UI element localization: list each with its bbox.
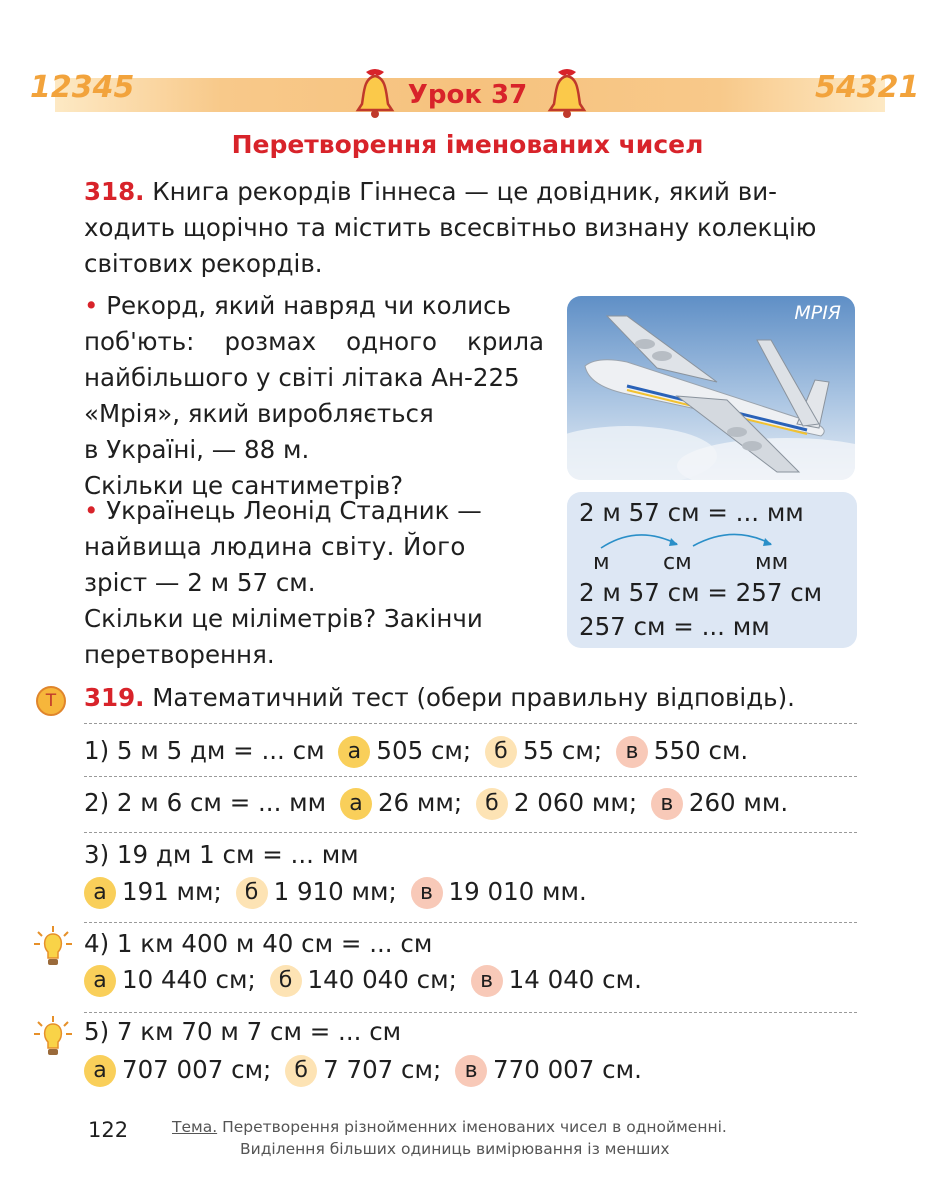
unit-cm: см: [663, 550, 692, 575]
test-question-1: [84, 733, 748, 769]
paragraph-line: поб'ють: розмах одного крила: [84, 327, 544, 356]
answer-a: 26 мм;: [377, 788, 463, 817]
option-v-badge: в: [616, 736, 648, 768]
answer-v: 260 мм.: [688, 788, 789, 817]
question-text: 1) 5 м 5 дм = ... см: [84, 736, 325, 765]
test-answers-3: [84, 874, 587, 910]
answer-b: 140 040 см;: [307, 965, 457, 994]
option-v-badge: в: [471, 965, 503, 997]
paragraph-line: Скільки це міліметрів? Закінчи: [84, 604, 483, 633]
intro-line: ходить щорічно та містить всесвітньо визнану колекцію: [84, 213, 817, 242]
option-a-badge: а: [338, 736, 370, 768]
test-question-4: [84, 926, 432, 962]
lightbulb-icon: [32, 1014, 74, 1062]
paragraph-line: найбільшого у світі літака Ан-225: [84, 363, 520, 392]
option-b-badge: б: [270, 965, 302, 997]
answer-v: 770 007 см.: [493, 1055, 642, 1084]
intro-line: Книга рекордів Гіннеса — це довідник, який ви-: [152, 177, 777, 206]
test-badge: Т: [36, 686, 66, 716]
answer-v: 19 010 мм.: [448, 877, 587, 906]
option-v-badge: в: [455, 1055, 487, 1087]
lesson-title: Урок 37: [407, 80, 528, 110]
divider: [84, 1012, 857, 1013]
answer-a: 191 мм;: [122, 877, 222, 906]
test-question-3: [84, 837, 359, 873]
option-b-badge: б: [285, 1055, 317, 1087]
left-digits-decoration: 12345: [30, 70, 135, 105]
paragraph-line: Українець Леонід Стадник —: [106, 496, 482, 525]
test-answers-4: [84, 962, 642, 998]
divider: [84, 776, 857, 777]
paragraph-line: перетворення.: [84, 640, 275, 669]
option-a-badge: а: [340, 788, 372, 820]
paragraph-line: в Україні, — 88 м.: [84, 435, 310, 464]
option-a-badge: а: [84, 877, 116, 909]
test-answers-5: [84, 1052, 642, 1088]
bullet: •: [84, 291, 99, 320]
paragraph-line: Рекорд, який навряд чи колись: [106, 291, 512, 320]
stadnyk-paragraph: [84, 493, 544, 673]
conversion-box: [567, 492, 857, 648]
tema-line: Перетворення різнойменних іменованих чисел в однойменні.: [222, 1118, 727, 1136]
answer-b: 55 см;: [522, 736, 603, 765]
paragraph-line: Скільки це сантиметрів?: [84, 471, 404, 500]
option-a-badge: а: [84, 965, 116, 997]
arrow-icon: [597, 528, 787, 552]
bullet: •: [84, 496, 99, 525]
lightbulb-icon: [32, 924, 74, 972]
conversion-line: 2 м 57 см = ... мм: [579, 498, 804, 527]
question-text: 4) 1 км 400 м 40 см = ... см: [84, 929, 433, 958]
option-b-badge: б: [476, 788, 508, 820]
conversion-line: 2 м 57 см = 257 см: [579, 578, 823, 607]
divider: [84, 723, 857, 724]
paragraph-line: «Мрія», який виробляється: [84, 399, 434, 428]
answer-b: 1 910 мм;: [273, 877, 397, 906]
unit-m: м: [593, 550, 610, 575]
option-v-badge: в: [651, 788, 683, 820]
task-number: 319.: [84, 683, 145, 712]
answer-a: 505 см;: [376, 736, 472, 765]
divider: [84, 832, 857, 833]
answer-a: 10 440 см;: [122, 965, 256, 994]
test-question-2: [84, 785, 788, 821]
photo-label: МРІЯ: [794, 302, 841, 324]
tema-line: Виділення більших одиниць вимірювання із менших: [240, 1140, 670, 1158]
tema-label: Тема.: [172, 1118, 218, 1136]
record-paragraph: [84, 288, 544, 504]
answer-b: 2 060 мм;: [513, 788, 638, 817]
option-b-badge: б: [485, 736, 517, 768]
task-318-intro: [84, 174, 857, 282]
option-a-badge: а: [84, 1055, 116, 1087]
task-number: 318.: [84, 177, 145, 206]
task-title: Математичний тест (обери правильну відповідь).: [152, 683, 795, 712]
divider: [84, 922, 857, 923]
answer-a: 707 007 см;: [122, 1055, 272, 1084]
page-number: 122: [88, 1118, 129, 1142]
test-question-5: [84, 1014, 401, 1050]
task-319-title: [84, 680, 795, 716]
right-digits-decoration: 54321: [815, 70, 920, 105]
answer-v: 550 см.: [653, 736, 749, 765]
answer-v: 14 040 см.: [508, 965, 642, 994]
footer-topic: [172, 1118, 727, 1136]
question-text: 5) 7 км 70 м 7 см = ... см: [84, 1017, 402, 1046]
option-v-badge: в: [411, 877, 443, 909]
intro-line: світових рекордів.: [84, 249, 323, 278]
question-text: 3) 19 дм 1 см = ... мм: [84, 840, 359, 869]
paragraph-line: зріст — 2 м 57 см.: [84, 568, 316, 597]
paragraph-line: найвища людина світу. Його: [84, 532, 466, 561]
topic-title: Перетворення іменованих чисел: [231, 130, 704, 159]
answer-b: 7 707 см;: [323, 1055, 442, 1084]
question-text: 2) 2 м 6 см = ... мм: [84, 788, 327, 817]
option-b-badge: б: [236, 877, 268, 909]
airplane-photo: [567, 296, 855, 480]
conversion-line: 257 см = ... мм: [579, 612, 770, 641]
unit-mm: мм: [755, 550, 789, 575]
